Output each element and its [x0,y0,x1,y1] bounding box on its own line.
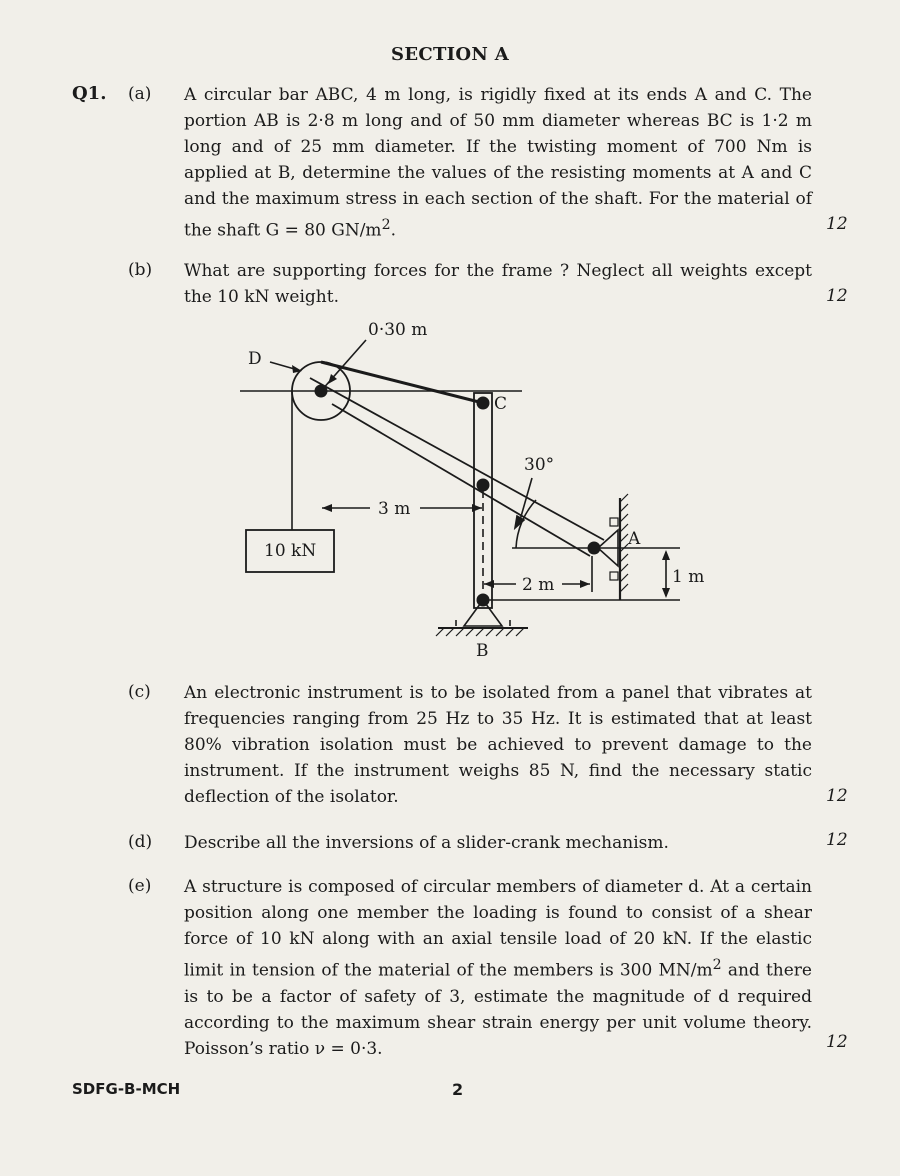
part-e-marks: 12 [826,1032,848,1052]
dim-1m-arrow-top [662,550,670,560]
part-a-superscript: 2 [381,217,391,233]
part-d-text: Describe all the inversions of a slider-crank mechanism. [184,833,669,853]
pin-a [588,542,601,555]
dim-2m-arrow-right [580,580,590,588]
part-e-body: A structure is composed of circular members of diameter d. At a certain position along one member the loading is found to consist of a shear force of 10 kN along with an axial tensile load of 20 kN. If the elastic limit in tension of the material of the members is 300 MN/m [184,877,812,981]
part-a-label: (a) [128,84,152,104]
page-number: 2 [452,1080,464,1099]
part-a-tail: . [390,220,396,241]
bolt-a-top [610,518,618,526]
part-c-label: (c) [128,682,151,702]
label-a: A [628,529,641,549]
label-3m: 3 m [378,499,411,519]
label-c: C [494,394,508,414]
part-b-text: What are supporting forces for the frame ? Neglect all weights except the 10 kN weight. [184,261,812,307]
part-a-marks: 12 [826,214,848,234]
part-e-text [184,874,812,1062]
part-c-text: An electronic instrument is to be isolated from a panel that vibrates at frequencies ranging from 25 Hz to 35 Hz. It is estimated that at least 80% vibration isolation must be achieved to prevent damage to the instrument. If the instrument weighs 85 N, find the necessary static deflection of the isolator. [184,683,812,807]
label-radius: 0·30 m [368,320,428,340]
label-1m: 1 m [672,567,705,587]
d-arrow [292,365,302,373]
label-d: D [248,349,262,369]
dim-1m-arrow-bottom [662,588,670,598]
label-b: B [476,641,489,661]
pin-mid [477,479,490,492]
pin-c [477,397,490,410]
part-d-marks: 12 [826,830,848,850]
part-c-marks: 12 [826,786,848,806]
pin-d [315,385,328,398]
section-title: SECTION A [391,44,509,65]
member-da-lower [332,404,590,556]
paper-code: SDFG-B-MCH [72,1080,181,1098]
label-2m: 2 m [522,575,555,595]
dim-2m-arrow-left [484,580,494,588]
bolt-a-bottom [610,572,618,580]
pin-b [477,594,490,607]
part-b-label: (b) [128,260,153,280]
radius-leader [321,340,366,391]
ground-b-hatch [436,628,524,636]
dim-3m-arrow-left [322,504,332,512]
part-d-label: (d) [128,832,153,852]
part-e-label: (e) [128,876,152,896]
part-e-tail: and there is to be a factor of safety of 3, estimate the magnitude of d required according to the maximum shear strain energy per unit volume theory. Poisson’s ratio ν = 0·3. [184,960,812,1059]
member-da-upper [310,378,604,540]
label-angle: 30° [524,455,555,475]
question-number: Q1. [72,83,107,104]
part-a-body: A circular bar ABC, 4 m long, is rigidly fixed at its ends A and C. The portion AB is 2·8 m long and of 50 mm diameter whereas BC is 1·2 m long and of 25 mm diameter. If the twisting moment of 700 Nm is applied at B, determine the values of the resisting moments at A and C and the maximum stress in each section of the shaft. For the material of the shaft G = 80 GN/m [184,85,812,241]
part-b-marks: 12 [826,286,848,306]
dim-3m-arrow-right [472,504,482,512]
label-weight: 10 kN [264,541,317,561]
part-e-superscript: 2 [712,957,722,973]
wall-a-hatch [620,494,628,592]
